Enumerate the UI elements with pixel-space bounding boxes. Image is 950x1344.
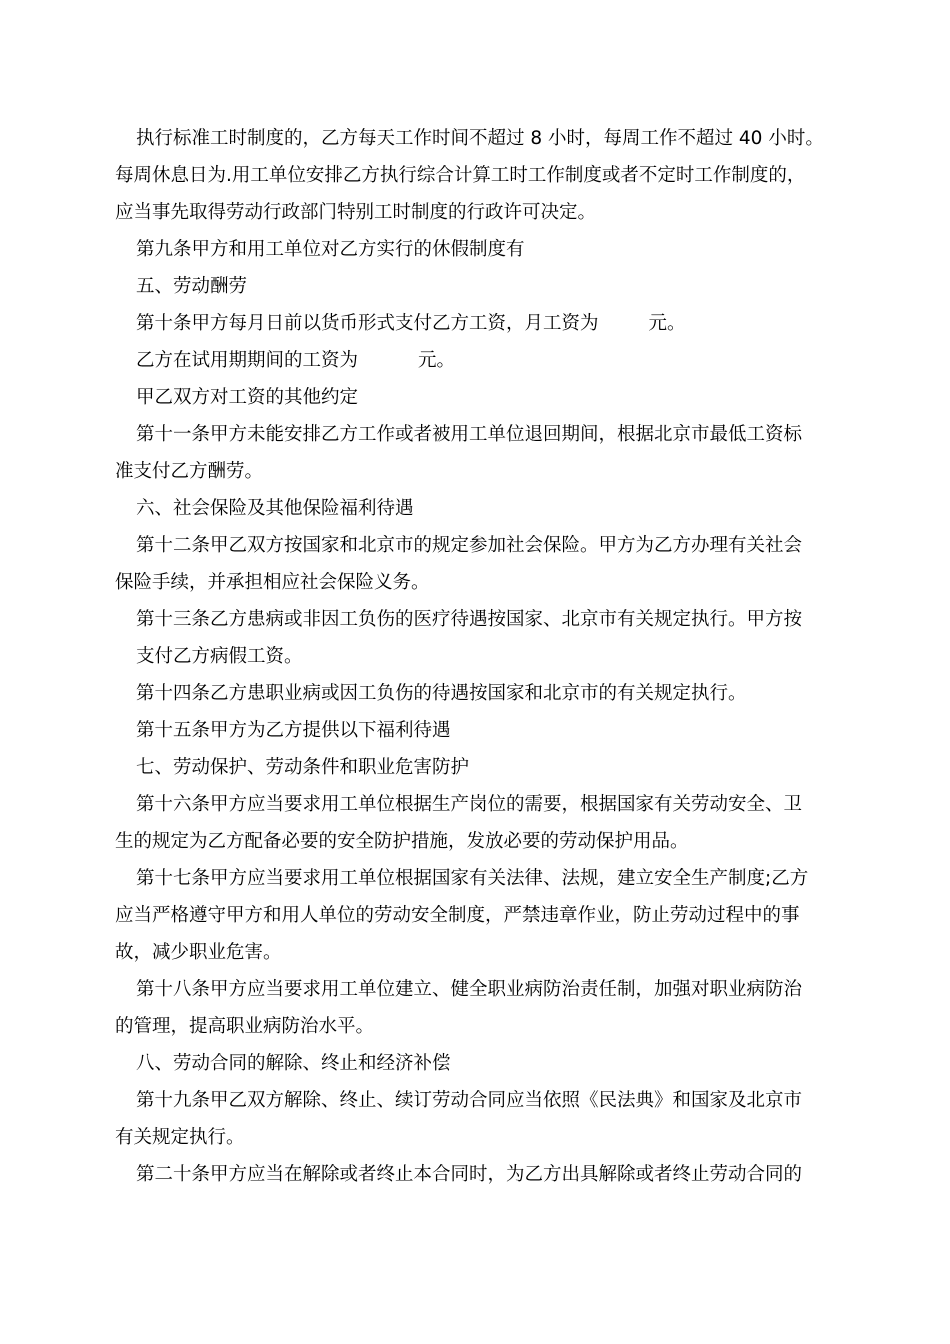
text-line: 执行标准工时制度的，乙方每天工作时间不超过 8 小时，每周工作不超过 40 小时。 [136,128,824,149]
article-14 [115,675,840,712]
text-line: 的管理，提高职业病防治水平。 [115,1016,375,1037]
article-20 [115,1156,840,1193]
article-13 [115,601,840,675]
article-11 [115,416,840,490]
section-heading-6 [115,490,840,527]
text-line: 第十九条甲乙双方解除、终止、续订劳动合同应当依照《民法典》和国家及北京市 [136,1090,803,1111]
text-line: 故，减少职业危害。 [115,942,282,963]
article-9 [115,231,840,268]
text-line: 准支付乙方酬劳。 [115,461,264,482]
text-line: 第十八条甲方应当要求用工单位建立、健全职业病防治责任制，加强对职业病防治 [136,979,803,1000]
paragraph-working-hours [115,120,840,231]
trial-salary-text: 乙方在试用期期间的工资为 [136,350,359,371]
article-17 [115,860,840,971]
trial-period-salary [115,342,840,379]
salary-text: 第十条甲方每月日前以货币形式支付乙方工资，月工资为 [136,313,599,334]
salary-unit: 元。 [648,313,686,334]
text-line: 第十七条甲方应当要求用工单位根据国家有关法律、法规，建立安全生产制度;乙方 [136,868,809,889]
text-line: 甲乙双方对工资的其他约定 [136,387,359,408]
text-line: 应当严格遵守甲方和用人单位的劳动安全制度，严禁违章作业，防止劳动过程中的事 [115,905,800,926]
text-line: 第二十条甲方应当在解除或者终止本合同时，为乙方出具解除或者终止劳动合同的 [136,1164,803,1185]
text-line [115,305,840,342]
text-line: 保险手续，并承担相应社会保险义务。 [115,572,430,593]
article-10 [115,305,840,342]
text-line: 每周休息日为.用工单位安排乙方执行综合计算工时工作制度或者不定时工作制度的， [115,165,806,186]
article-18 [115,971,840,1045]
text-line: 第十六条甲方应当要求用工单位根据生产岗位的需要，根据国家有关劳动安全、卫 [136,794,803,815]
text-line: 八、劳动合同的解除、终止和经济补偿 [136,1053,451,1074]
text-line: 第九条甲方和用工单位对乙方实行的休假制度有 [136,239,525,260]
text-line: 第十四条乙方患职业病或因工负伤的待遇按国家和北京市的有关规定执行。 [136,683,747,704]
text-line: 应当事先取得劳动行政部门特别工时制度的行政许可决定。 [115,202,597,223]
text-line: 六、社会保险及其他保险福利待遇 [136,498,414,519]
text-line: 第十一条甲方未能安排乙方工作或者被用工单位退回期间，根据北京市最低工资标 [136,424,803,445]
section-heading-7 [115,749,840,786]
other-salary-agreement [115,379,840,416]
text-line: 五、劳动酬劳 [136,276,248,297]
text-line [115,342,840,379]
text-line: 生的规定为乙方配备必要的安全防护措施，发放必要的劳动保护用品。 [115,831,689,852]
article-12 [115,527,840,601]
section-heading-5 [115,268,840,305]
text-line: 有关规定执行。 [115,1127,245,1148]
document-body [115,120,840,1193]
article-16 [115,786,840,860]
text-line: 第十二条甲乙双方按国家和北京市的规定参加社会保险。甲方为乙方办理有关社会 [136,535,803,556]
article-19 [115,1082,840,1156]
text-line: 七、劳动保护、劳动条件和职业危害防护 [136,757,470,778]
trial-salary-unit: 元。 [418,350,456,371]
section-heading-8 [115,1045,840,1082]
text-line: 第十三条乙方患病或非因工负伤的医疗待遇按国家、北京市有关规定执行。甲方按 [136,609,803,630]
text-line: 支付乙方病假工资。 [136,646,303,667]
text-line: 第十五条甲方为乙方提供以下福利待遇 [136,720,451,741]
article-15 [115,712,840,749]
